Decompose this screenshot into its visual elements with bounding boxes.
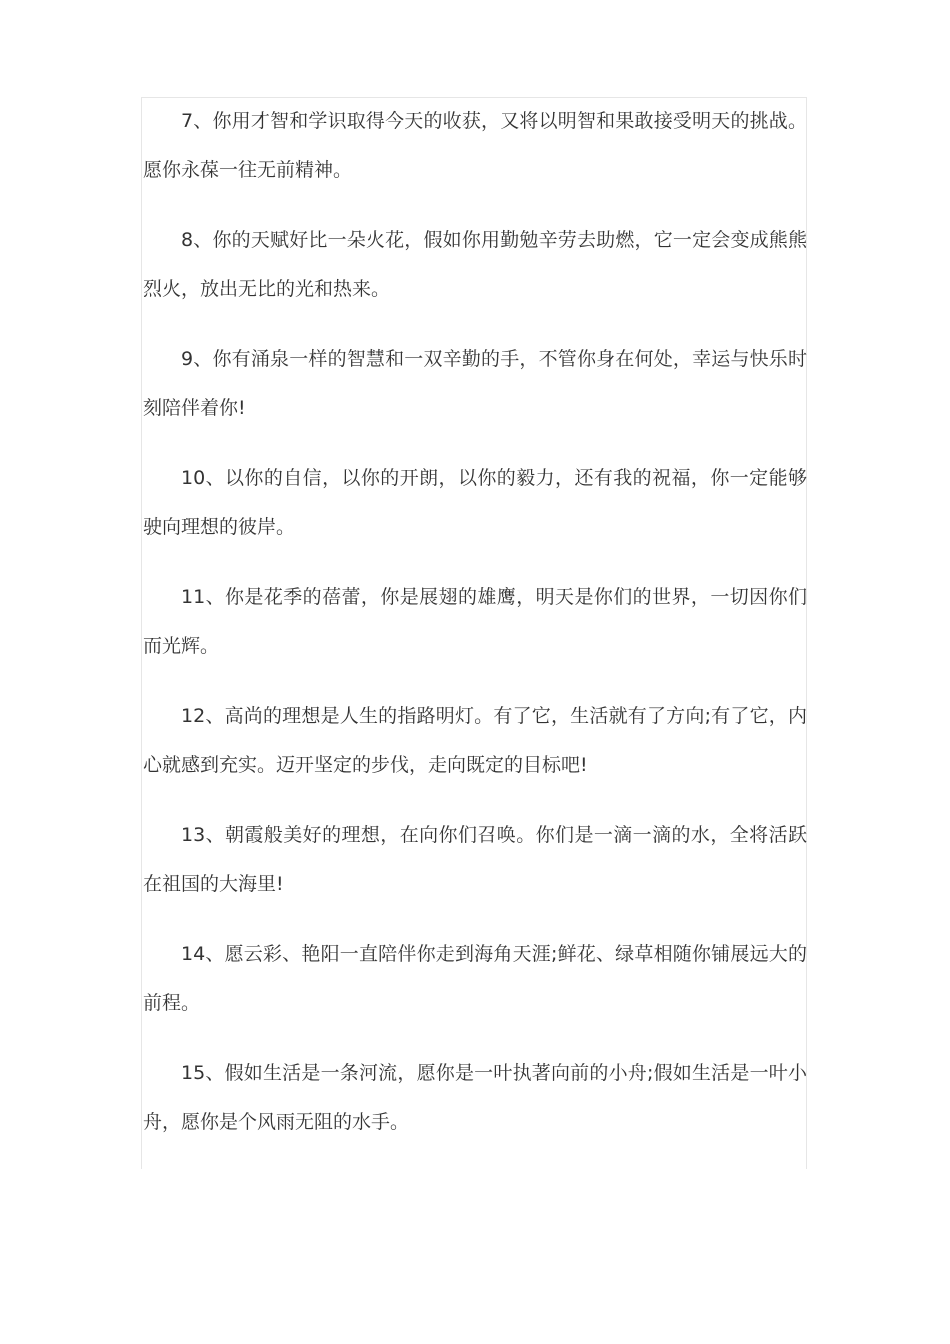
document-body — [143, 97, 807, 1147]
paragraph-11: 11、你是花季的蓓蕾，你是展翅的雄鹰，明天是你们的世界，一切因你们而光辉。 — [143, 586, 807, 657]
paragraph-9: 9、你有涌泉一样的智慧和一双辛勤的手，不管你身在何处，幸运与快乐时刻陪伴着你! — [143, 348, 807, 419]
paragraph-14: 14、愿云彩、艳阳一直陪伴你走到海角天涯;鲜花、绿草相随你铺展远大的前程。 — [143, 943, 807, 1014]
paragraph-8: 8、你的天赋好比一朵火花，假如你用勤勉辛劳去助燃，它一定会变成熊熊烈火，放出无比的光和热来。 — [143, 229, 807, 300]
paragraph-7: 7、你用才智和学识取得今天的收获，又将以明智和果敢接受明天的挑战。愿你永葆一往无前精神。 — [143, 110, 807, 181]
paragraph-15: 15、假如生活是一条河流，愿你是一叶执著向前的小舟;假如生活是一叶小舟，愿你是个风雨无阻的水手。 — [143, 1062, 807, 1133]
paragraph-12: 12、高尚的理想是人生的指路明灯。有了它，生活就有了方向;有了它，内心就感到充实。迈开坚定的步伐，走向既定的目标吧! — [143, 705, 807, 776]
paragraph-13: 13、朝霞般美好的理想，在向你们召唤。你们是一滴一滴的水，全将活跃在祖国的大海里! — [143, 824, 807, 895]
paragraph-10: 10、以你的自信，以你的开朗，以你的毅力，还有我的祝福，你一定能够驶向理想的彼岸。 — [143, 467, 807, 538]
